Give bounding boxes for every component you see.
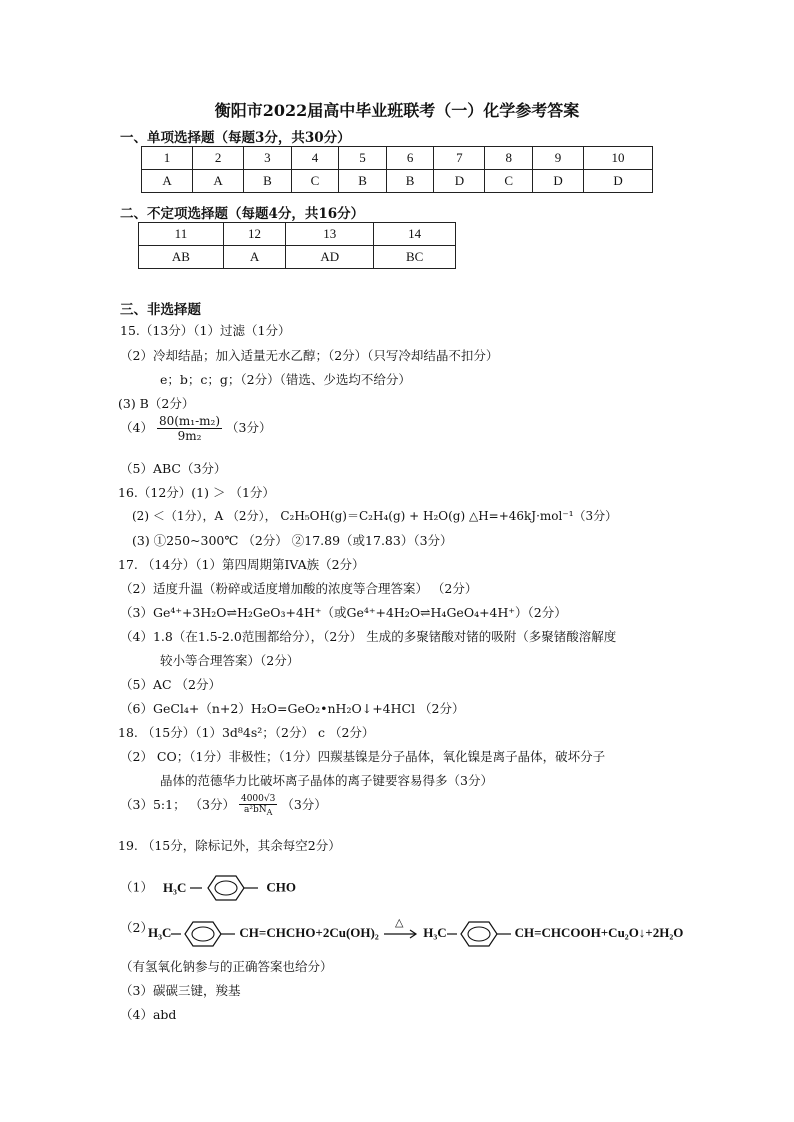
answer-19-4: （有氢氧化钠参与的正确答案也给分） [120,959,333,974]
answer-18-1: 18. （15分）（1）3d⁸4s²；（2分） c （2分） [118,725,375,740]
product-text: CH=CHCOOH+Cu₂O↓+2H₂O [514,924,684,940]
table-row [139,246,456,269]
table-cell: 7 [434,147,485,170]
table-cell: C [291,170,339,193]
answer-18-2: （2） CO；（1分）非极性；（1分）四羰基镍是分子晶体，氧化镍是离子晶体，破坏分子 [120,749,606,764]
table-cell: 8 [485,147,533,170]
answer-18-4-suffix: （3分） [281,796,327,812]
heating-condition: △ [394,917,404,929]
benzene-ring-icon [171,920,239,948]
table-row [139,223,456,246]
answer-15-4: (3) B（2分） [118,396,195,411]
answer-19-1: 19. （15分，除标记外，其余每空2分） [118,838,341,853]
answer-19-2-prefix: （1） [120,879,153,895]
table-cell: 4 [291,147,339,170]
methyl-group: H₃C [423,924,447,940]
answer-15-5-suffix: （3分） [226,420,272,435]
benzene-ring-icon [190,874,262,902]
section3-heading: 三、非选择题 [120,302,201,318]
table-cell: A [142,170,193,193]
table-cell: D [584,170,653,193]
answer-15-2: （2）冷却结晶；加入适量无水乙醇；（2分）（只写冷却结晶不扣分） [120,348,499,363]
answer-15-1: 15.（13分）（1）过滤（1分） [120,323,291,338]
table-cell: 14 [374,223,456,246]
table-cell: BC [374,246,456,269]
table-cell: B [339,170,387,193]
table-cell: 6 [386,147,434,170]
table-cell: B [244,170,292,193]
table-cell: 1 [142,147,193,170]
reaction-equation [148,917,684,948]
answer-19-6: （4）abd [120,1007,177,1022]
answer-17-5: 较小等合理答案）（2分） [160,653,300,668]
answer-17-3: （3）Ge⁴⁺+3H₂O⇌H₂GeO₃+4H⁺（或Ge⁴⁺+4H₂O⇌H₄GeO₄+4H⁺）（2分） [120,605,567,620]
reactant-text: CH=CHCHO+2Cu(OH)₂ [239,924,379,940]
table-cell: 5 [339,147,387,170]
section1-table [141,146,653,193]
benzene-ring-icon [447,920,515,948]
fraction-denominator-main: a²bN [243,805,267,815]
fraction-denominator-sub: A [266,807,273,817]
answer-17-6: （5）AC （2分） [120,677,221,692]
table-cell: 9 [532,147,583,170]
table-cell: AD [286,246,374,269]
table-cell: 12 [223,223,285,246]
fraction [239,794,277,817]
answer-17-4: （4）1.8（在1.5-2.0范围都给分），（2分） 生成的多聚锗酸对锗的吸附（多聚锗酸溶解度 [120,629,617,644]
answer-15-3: e；b；c；g；（2分）（错选、少选均不给分） [160,372,411,387]
reaction-arrow [384,917,418,942]
section2-table [138,222,456,269]
page-title: 衡阳市2022届高中毕业班联考（一）化学参考答案 [214,101,580,120]
answer-17-1: 17. （14分）（1）第四周期第IVA族（2分） [118,557,365,572]
answer-18-4-prefix: （3）5:1； （3分） [120,796,235,812]
fraction-numerator: 80(m₁-m₂) [158,414,221,428]
answer-15-5-prefix: （4） [120,420,153,435]
answer-19-5: （3）碳碳三键，羧基 [120,983,241,998]
answer-15-6: （5）ABC（3分） [120,461,227,476]
table-cell: A [193,170,244,193]
section1-heading: 一、单项选择题（每题3分，共30分） [120,130,351,146]
table-cell: 13 [286,223,374,246]
table-cell: 2 [193,147,244,170]
answer-17-7: （6）GeCl₄+（n+2）H₂O=GeO₂•nH₂O↓+4HCl （2分） [120,701,465,716]
fraction-denominator: 9m₂ [177,429,202,443]
table-cell: C [485,170,533,193]
answer-18-3: 晶体的范德华力比破坏离子晶体的离子键要容易得多（3分） [160,773,493,788]
section2-heading: 二、不定项选择题（每题4分，共16分） [120,206,365,222]
answer-15-5 [120,414,271,443]
table-row [142,147,653,170]
answer-16-2: (2) ＜（1分），A （2分）， C₂H₅OH(g)＝C₂H₄(g) + H₂O(g) △H=+46kJ·mol⁻¹（3分） [132,509,618,523]
aldehyde-group: CHO [266,879,296,895]
fraction [157,414,222,443]
table-cell: A [223,246,285,269]
methyl-group: H₃C [162,879,187,895]
table-cell: 10 [584,147,653,170]
table-cell: 11 [139,223,224,246]
arrow-icon [384,926,418,942]
table-cell: 3 [244,147,292,170]
answer-18-4 [120,794,327,817]
fraction-numerator: 4000√3 [240,794,276,804]
answer-17-2: （2）适度升温（粉碎或适度增加酸的浓度等合理答案） （2分） [120,581,478,596]
methyl-group: H₃C [148,924,172,940]
answer-16-3: (3) ①250~300℃ （2分） ②17.89（或17.83）（3分） [132,533,453,548]
fraction-denominator [239,805,277,817]
table-cell: D [532,170,583,193]
table-row [142,170,653,193]
table-cell: D [434,170,485,193]
answer-19-2 [120,874,296,902]
table-cell: B [386,170,434,193]
answer-19-3-prefix: （2） [120,920,153,935]
table-cell: AB [139,246,224,269]
answer-16-1: 16.（12分）(1) ＞ （1分） [118,485,275,500]
